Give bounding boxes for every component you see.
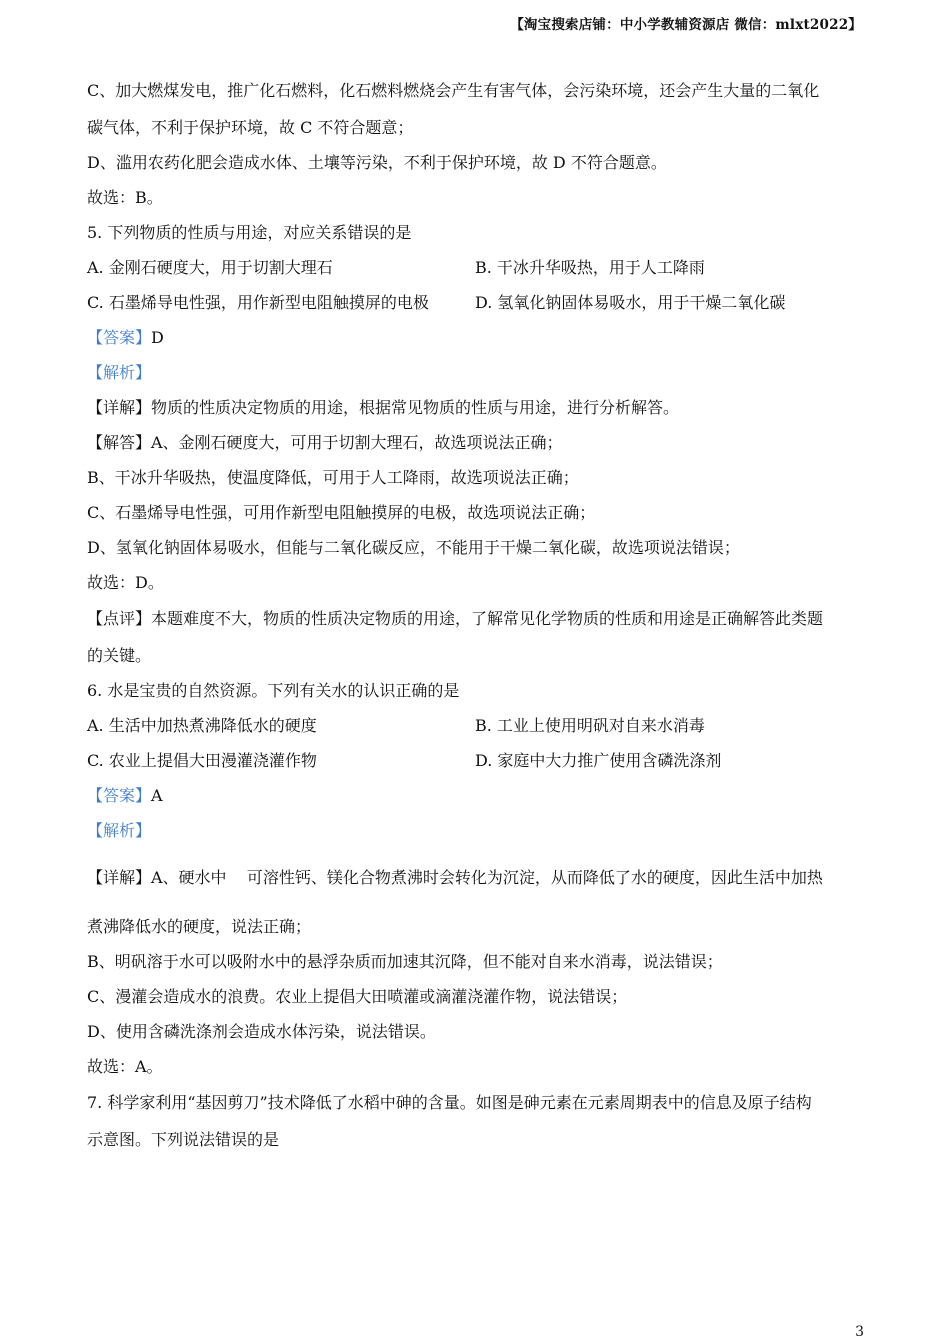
q6-option-c: C. 农业上提倡大田漫灌浇灌作物 — [87, 751, 317, 770]
q5-answer — [87, 328, 164, 348]
q5-comment-line1: 【点评】本题难度不大，物质的性质决定物质的用途，了解常见化学物质的性质和用途是正确解答此类题 — [87, 609, 824, 628]
q6-detail-line2: 煮沸降低水的硬度，说法正确； — [87, 917, 312, 936]
q6-option-d: D. 家庭中大力推广使用含磷洗涤剂 — [475, 751, 722, 770]
q5-stem: 5. 下列物质的性质与用途，对应关系错误的是 — [87, 223, 412, 242]
q5-answer-value: D — [151, 328, 164, 347]
q5-solution-c: C、石墨烯导电性强，可用作新型电阻触摸屏的电极，故选项说法正确； — [87, 503, 596, 522]
prev-option-c-line2: 碳气体，不利于保护环境，故 C 不符合题意； — [87, 118, 414, 137]
q5-option-a: A. 金刚石硬度大，用于切割大理石 — [87, 258, 333, 277]
q5-answer-tag: 【答案】 — [87, 328, 152, 347]
q6-option-b: B. 工业上使用明矾对自来水消毒 — [475, 716, 705, 735]
q6-solution-c: C、漫灌会造成水的浪费。农业上提倡大田喷灌或滴灌浇灌作物，说法错误； — [87, 987, 628, 1006]
q6-choice: 故选：A。 — [87, 1057, 163, 1076]
q7-stem-line1: 7. 科学家利用“基因剪刀”技术降低了水稻中砷的含量。如图是砷元素在元素周期表中的信息及原子结构 — [87, 1093, 812, 1112]
q5-solution-b: B、干冰升华吸热，使温度降低，可用于人工降雨，故选项说法正确； — [87, 468, 579, 487]
q6-detail-line1: 【详解】A、硬水中 可溶性钙、镁化合物煮沸时会转化为沉淀，从而降低了水的硬度，因此生活中加热 — [87, 868, 823, 887]
q5-option-c: C. 石墨烯导电性强，用作新型电阻触摸屏的电极 — [87, 293, 429, 312]
q6-solution-d: D、使用含磷洗涤剂会造成水体污染，说法错误。 — [87, 1022, 436, 1041]
q6-option-a: A. 生活中加热煮沸降低水的硬度 — [87, 716, 317, 735]
q5-comment-line2: 的关键。 — [87, 646, 152, 665]
prev-option-c-line1: C、加大燃煤发电，推广化石燃料，化石燃料燃烧会产生有害气体，会污染环境，还会产生大量的二氧化 — [87, 81, 820, 100]
q6-answer — [87, 786, 163, 806]
prev-choice: 故选：B。 — [87, 188, 163, 207]
q5-detail: 【详解】物质的性质决定物质的用途，根据常见物质的性质与用途，进行分析解答。 — [87, 398, 680, 417]
q5-analysis-tag: 【解析】 — [87, 363, 152, 382]
q6-answer-tag: 【答案】 — [87, 786, 152, 805]
page-header: 【淘宝搜索店铺：中小学教辅资源店 微信：mlxt2022】 — [510, 17, 862, 33]
q7-stem-line2: 示意图。下列说法错误的是 — [87, 1130, 280, 1149]
q5-solution-d: D、氢氧化钠固体易吸水，但能与二氧化碳反应，不能用于干燥二氧化碳，故选项说法错误； — [87, 538, 740, 557]
q6-answer-value: A — [151, 786, 163, 805]
prev-option-d: D、滥用农药化肥会造成水体、土壤等污染，不利于保护环境，故 D 不符合题意。 — [87, 153, 667, 172]
q5-solution-a: 【解答】A、金刚石硬度大，可用于切割大理石，故选项说法正确； — [87, 433, 563, 452]
q5-option-b: B. 干冰升华吸热，用于人工降雨 — [475, 258, 705, 277]
q6-analysis-tag: 【解析】 — [87, 821, 152, 840]
q5-choice: 故选：D。 — [87, 573, 164, 592]
q6-stem: 6. 水是宝贵的自然资源。下列有关水的认识正确的是 — [87, 681, 460, 700]
q5-option-d: D. 氢氧化钠固体易吸水，用于干燥二氧化碳 — [475, 293, 786, 312]
q6-solution-b: B、明矾溶于水可以吸附水中的悬浮杂质而加速其沉降，但不能对自来水消毒，说法错误； — [87, 952, 723, 971]
page-number: 3 — [855, 1324, 864, 1340]
